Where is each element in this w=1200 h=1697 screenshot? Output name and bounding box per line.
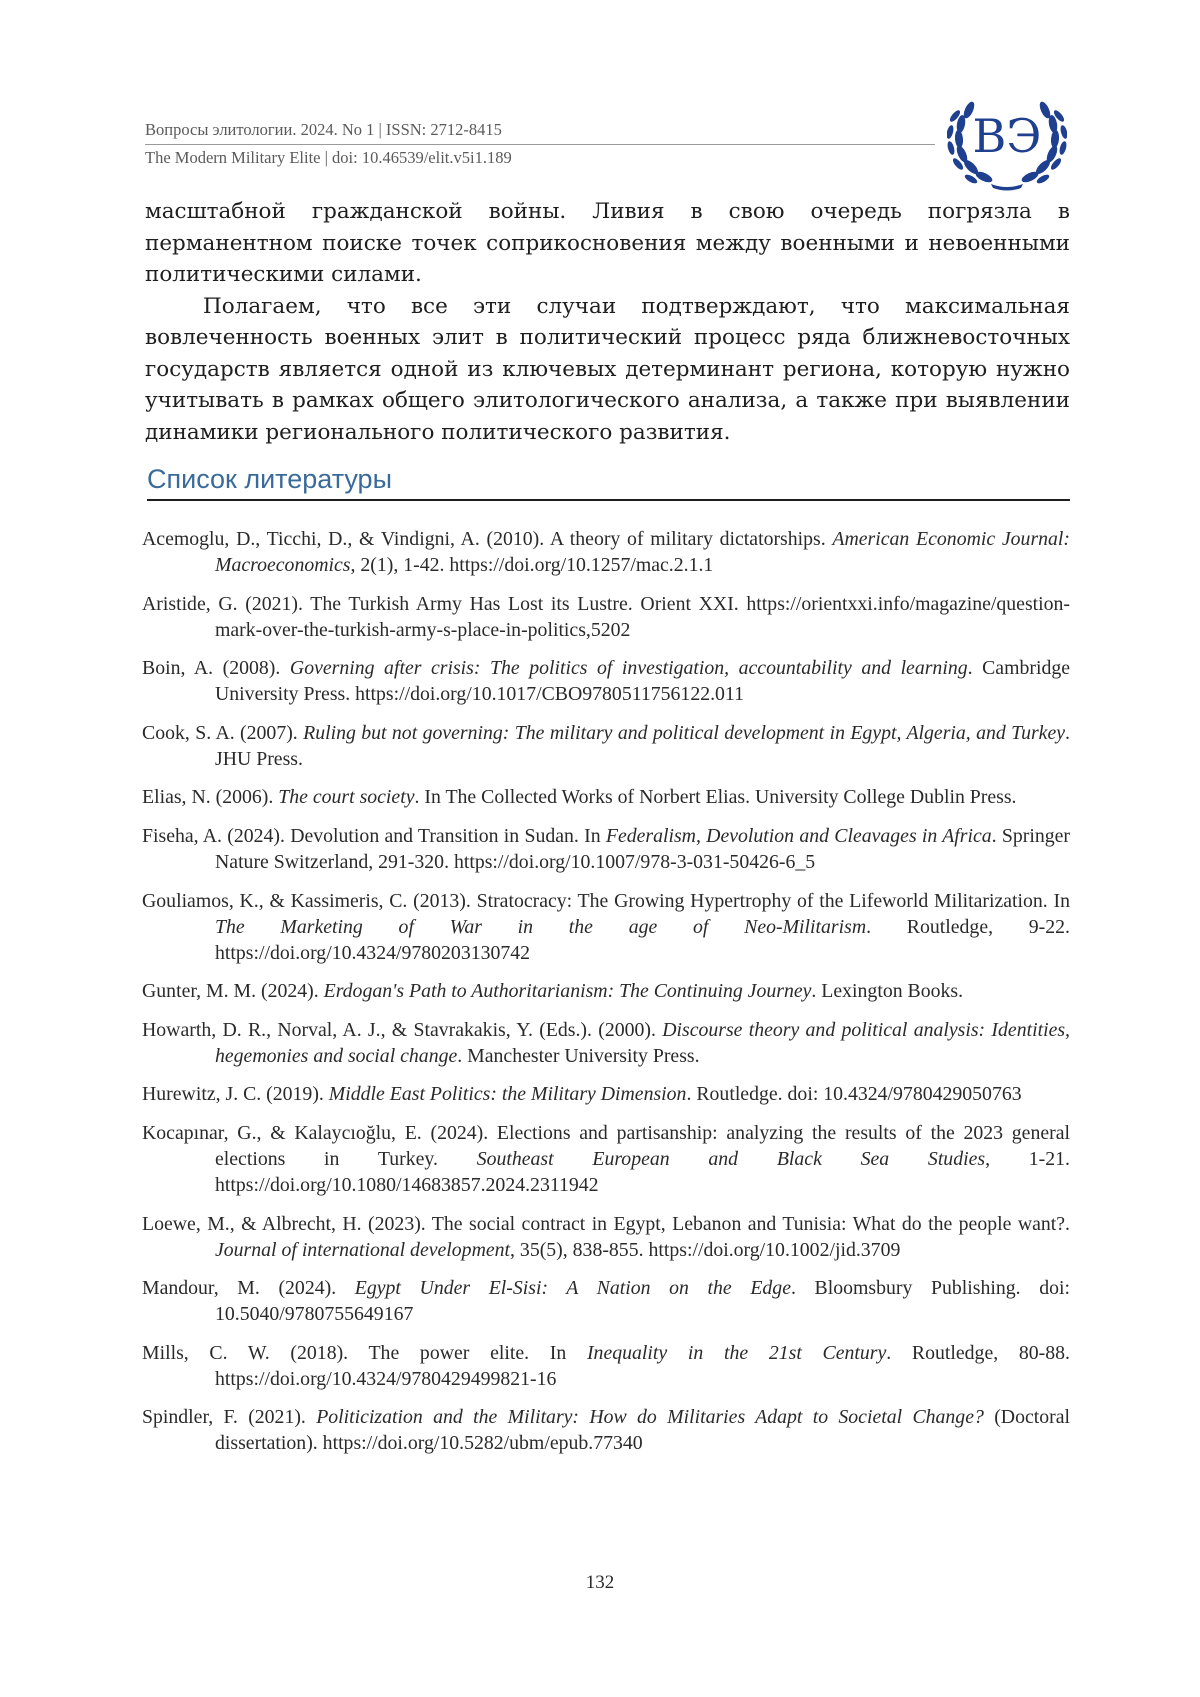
- reference-title: Discourse theory and political analysis: Identities, hegemonies and social change: [215, 1018, 1070, 1067]
- reference-text: . Routledge, 9-22. https://doi.org/10.4324/9780203130742: [215, 915, 1070, 964]
- reference-item: [142, 784, 1070, 810]
- reference-title: Journal of international development: [215, 1238, 511, 1261]
- reference-title: Inequality in the 21st Century: [586, 1341, 887, 1364]
- reference-text: . JHU Press.: [215, 721, 1070, 770]
- header-rule: [145, 144, 935, 145]
- reference-text: . Springer Nature Switzerland, 291-320. https://doi.org/10.1007/978-3-031-50426-6_5: [215, 824, 1070, 873]
- reference-item: [142, 1275, 1070, 1327]
- reference-text: Mandour, M. (2024).: [142, 1277, 355, 1300]
- body-paragraph: масштабной гражданской войны. Ливия в свою очередь погрязла в перманентном поиске точек соприкосновения между военными и невоенными политическими силами.: [145, 199, 1070, 287]
- reference-item: [142, 720, 1070, 772]
- running-header: [145, 118, 1070, 170]
- reference-text: Kocapınar, G., & Kalaycıoğlu, E. (2024). Elections and partisanship: analyzing the results of the 2023 general elections in Turkey.: [142, 1121, 1070, 1170]
- reference-text: , 2(1), 1-42. https://doi.org/10.1257/mac.2.1.1: [350, 554, 714, 576]
- body-paragraph: Полагаем, что все эти случаи подтверждают, что максимальная вовлеченность военных элит в политический процесс ряда ближневосточных государств является одной из ключевых детерминант региона, которую нужно учитывать в рамках общего элитологического анализа, а также при выявлении динамики регионального политического развития.: [145, 293, 1070, 445]
- reference-text: Cook, S. A. (2007).: [142, 721, 304, 744]
- reference-text: Mills, C. W. (2018). The power elite. In: [142, 1341, 587, 1364]
- reference-item: [142, 1340, 1070, 1392]
- reference-text: . Lexington Books.: [811, 980, 964, 1003]
- reference-text: . Cambridge University Press. https://doi.org/10.1017/CBO9780511756122.011: [215, 657, 1071, 706]
- reference-text: Fiseha, A. (2024). Devolution and Transition in Sudan. In: [142, 824, 606, 847]
- reference-text: Elias, N. (2006).: [142, 786, 279, 809]
- reference-text: Hurewitz, J. C. (2019).: [142, 1083, 329, 1106]
- reference-text: Loewe, M., & Albrecht, H. (2023). The social contract in Egypt, Lebanon and Tunisia: What do the people want?.: [142, 1212, 1070, 1235]
- reference-title: Middle East Politics: the Military Dimension: [328, 1083, 687, 1106]
- reference-item: [142, 655, 1070, 707]
- reference-item: [142, 1081, 1070, 1107]
- page-number: 132: [585, 1572, 615, 1593]
- reference-item: [142, 1120, 1070, 1198]
- reference-text: Howarth, D. R., Norval, A. J., & Stavrakakis, Y. (Eds.). (2000).: [142, 1018, 663, 1041]
- reference-item: [142, 591, 1070, 643]
- article-line: The Modern Military Elite | doi: 10.46539/elit.v5i1.189: [145, 148, 512, 167]
- reference-item: [142, 526, 1070, 578]
- reference-list: [142, 526, 1070, 1469]
- reference-title: Egypt Under El-Sisi: A Nation on the Edge: [354, 1277, 791, 1300]
- reference-title: Politicization and the Military: How do Militaries Adapt to Societal Change?: [316, 1406, 984, 1429]
- reference-title: Governing after crisis: The politics of investigation, accountability and learning: [289, 657, 968, 680]
- reference-item: [142, 888, 1070, 966]
- reference-text: . Manchester University Press.: [457, 1044, 700, 1067]
- body-text: [145, 196, 1070, 448]
- reference-text: Gunter, M. M. (2024).: [142, 980, 324, 1003]
- logo-monogram: ВЭ: [972, 109, 1042, 163]
- reference-item: [142, 1211, 1070, 1263]
- reference-text: Spindler, F. (2021).: [142, 1406, 317, 1429]
- reference-text: Boin, A. (2008).: [142, 657, 290, 680]
- reference-title: The court society: [278, 786, 415, 809]
- reference-title: Erdogan's Path to Authoritarianism: The Continuing Journey: [323, 980, 812, 1003]
- reference-text: (Doctoral dissertation). https://doi.org/10.5282/ubm/epub.77340: [215, 1406, 1070, 1455]
- journal-line: Вопросы элитологии. 2024. No 1 | ISSN: 2712-8415: [145, 120, 502, 139]
- reference-text: Acemoglu, D., Ticchi, D., & Vindigni, A. (2010). A theory of military dictatorships.: [142, 528, 833, 550]
- reference-text: . In The Collected Works of Norbert Elias. University College Dublin Press.: [414, 786, 1017, 809]
- reference-text: , 1-21. https://doi.org/10.1080/14683857.2024.2311942: [215, 1147, 1070, 1196]
- reference-item: [142, 1404, 1070, 1456]
- section-heading: Список литературы: [147, 464, 1070, 501]
- reference-text: . Routledge. doi: 10.4324/9780429050763: [686, 1083, 1022, 1106]
- reference-item: [142, 1017, 1070, 1069]
- reference-item: [142, 978, 1070, 1004]
- reference-title: American Economic Journal: Macroeconomics: [215, 528, 1071, 576]
- journal-logo: [947, 80, 1067, 192]
- reference-item: [142, 823, 1070, 875]
- reference-title: Ruling but not governing: The military and political development in Egypt, Algeria, and Turkey: [303, 721, 1066, 744]
- reference-text: Gouliamos, K., & Kassimeris, C. (2013). Stratocracy: The Growing Hypertrophy of the Lifeworld Militarization. In: [142, 889, 1070, 912]
- reference-text: . Bloomsbury Publishing. doi: 10.5040/9780755649167: [215, 1277, 1070, 1326]
- reference-title: Federalism, Devolution and Cleavages in Africa: [605, 824, 992, 847]
- reference-title: Southeast European and Black Sea Studies: [476, 1147, 986, 1170]
- reference-text: , 35(5), 838-855. https://doi.org/10.1002/jid.3709: [510, 1238, 901, 1261]
- reference-title: The Marketing of War in the age of Neo-Militarism: [215, 915, 867, 938]
- reference-text: Aristide, G. (2021). The Turkish Army Has Lost its Lustre. Orient XXI. https://orientxxi.info/magazine/question-mark-over-the-turkish-army-s-place-in-politics,5202: [142, 592, 1070, 641]
- reference-text: . Routledge, 80-88. https://doi.org/10.4324/9780429499821-16: [215, 1341, 1070, 1390]
